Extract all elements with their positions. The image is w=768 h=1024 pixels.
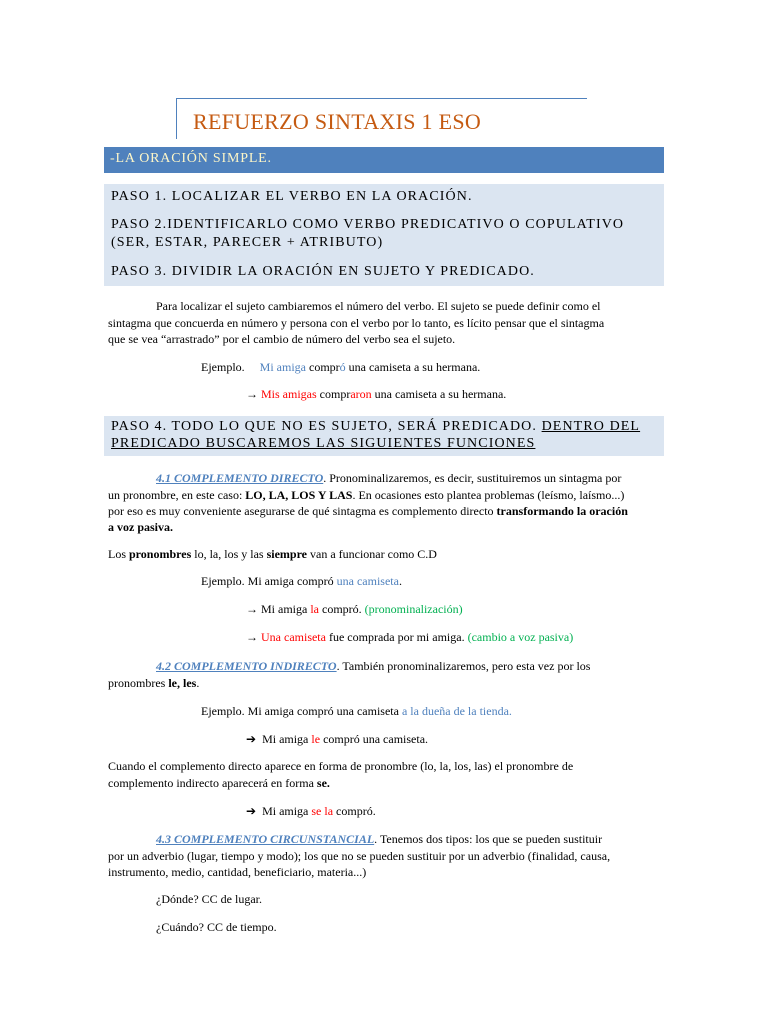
section-banner-text: -LA ORACIÓN SIMPLE. (110, 151, 272, 166)
arrow-icon: → (246, 387, 258, 401)
ci-example-1: Ejemplo. Mi amiga compró una camiseta a la dueña de la tienda. (201, 704, 512, 718)
intro-line-3: que se vea “arrastrado” por el cambio de número del verbo sea el sujeto. (108, 332, 456, 346)
cc-line-2: por un adverbio (lugar, tiempo y modo); los que no se pueden sustituir por un adverbio (finalidad, causa, (108, 849, 611, 863)
arrow-icon: → (246, 630, 258, 644)
ci-example-3: ➔ Mi amiga se la compró. (246, 804, 376, 818)
document-title: REFUERZO SINTAXIS 1 ESO (193, 109, 482, 134)
ci-line-2: pronombres le, les. (108, 676, 200, 690)
intro-line-1: Para localizar el sujeto cambiaremos el número del verbo. El sujeto se puede definir como el (156, 299, 601, 313)
steps-box (104, 184, 664, 286)
ci-note-1: Cuando el complemento directo aparece en forma de pronombre (lo, la, los, las) el pronombre de (108, 759, 574, 773)
ci-note-2: complemento indirecto aparecerá en forma se. (108, 776, 330, 790)
ci-heading: 4.2 COMPLEMENTO INDIRECTO (156, 659, 337, 673)
cd-heading: 4.1 COMPLEMENTO DIRECTO (156, 471, 324, 485)
bold-arrow-icon: ➔ (246, 732, 257, 746)
cd-line-3: por eso es muy conveniente asegurarse de qué sintagma es complemento directo transformando la oración (108, 504, 628, 518)
cd-pronouns: Los pronombres lo, la, los y las siempre van a funcionar como C.D (108, 547, 437, 561)
example-1: Ejemplo. Mi amiga compró una camiseta a su hermana. (201, 360, 481, 374)
paso4-line-1: PASO 4. TODO LO QUE NO ES SUJETO, SERÁ PREDICADO. DENTRO DEL (111, 419, 641, 434)
paso4-box (104, 416, 664, 456)
paso4-line-2: PREDICADO BUSCAREMOS LAS SIGUIENTES FUNCIONES (111, 436, 536, 451)
cc-question-1: ¿Dónde? CC de lugar. (156, 892, 262, 906)
cc-line-3: instrumento, medio, cantidad, beneficiario, materia...) (108, 865, 367, 879)
cd-line-4: a voz pasiva. (108, 520, 174, 534)
bold-arrow-icon: ➔ (246, 804, 257, 818)
cd-example-1: Ejemplo. Mi amiga compró una camiseta. (201, 574, 402, 588)
cc-heading: 4.3 COMPLEMENTO CIRCUNSTANCIAL (156, 832, 375, 846)
intro-line-2: sintagma que concuerda en número y persona con el verbo por lo tanto, es lícito pensar que el sintagma (108, 316, 605, 330)
cd-example-2: → Mi amiga la compró. (pronominalización) (246, 602, 463, 616)
cd-line-1: 4.1 COMPLEMENTO DIRECTO. Pronominalizaremos, es decir, sustituiremos un sintagma por (156, 471, 622, 485)
step-3: PASO 3. DIVIDIR LA ORACIÓN EN SUJETO Y PREDICADO. (111, 264, 535, 279)
cd-example-3: → Una camiseta fue comprada por mi amiga. (cambio a voz pasiva) (246, 630, 574, 644)
arrow-icon: → (246, 602, 258, 616)
step-2: PASO 2.IDENTIFICARLO COMO VERBO PREDICATIVO O COPULATIVO (111, 217, 625, 232)
cc-question-2: ¿Cuándo? CC de tiempo. (156, 920, 277, 934)
step-2-cont: (SER, ESTAR, PARECER + ATRIBUTO) (111, 235, 384, 250)
cd-line-2: un pronombre, en este caso: LO, LA, LOS Y LAS. En ocasiones esto plantea problemas (leísmo, laísmo...) (108, 488, 625, 502)
cc-line-1: 4.3 COMPLEMENTO CIRCUNSTANCIAL. Tenemos dos tipos: los que se pueden sustituir (156, 832, 603, 846)
step-1: PASO 1. LOCALIZAR EL VERBO EN LA ORACIÓN. (111, 189, 473, 204)
section-banner (104, 147, 664, 173)
ci-line-1: 4.2 COMPLEMENTO INDIRECTO. También pronominalizaremos, pero esta vez por los (156, 659, 591, 673)
ci-example-2: ➔ Mi amiga le compró una camiseta. (246, 732, 429, 746)
example-1-plural: → Mis amigas compraron una camiseta a su hermana. (246, 387, 507, 401)
